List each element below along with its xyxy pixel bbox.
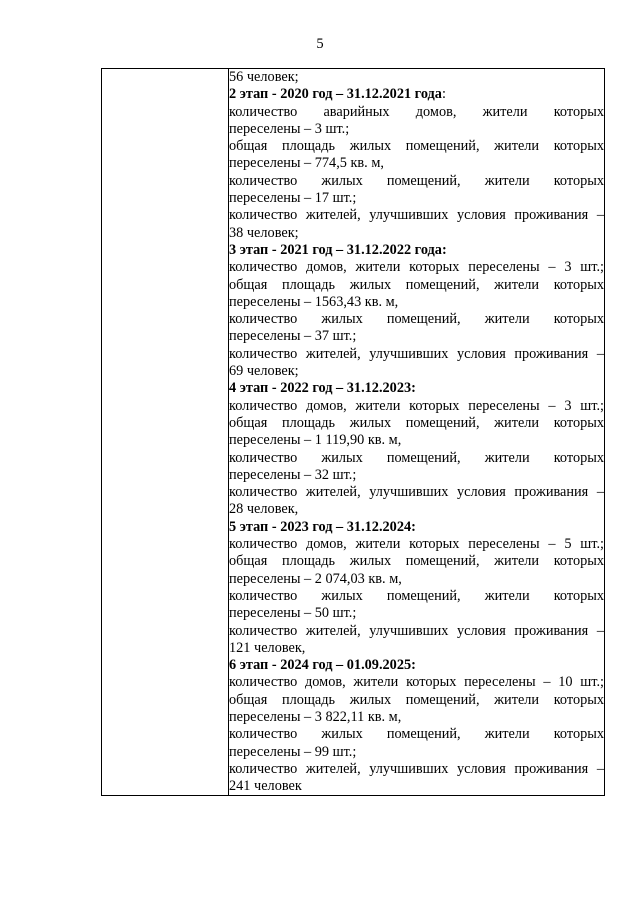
line-text: общая площадь жилых помещений, жители которых xyxy=(229,414,604,431)
line-text: количество жилых помещений, жители которых xyxy=(229,172,604,189)
line-text: 4 этап - 2022 год – 31.12.2023: xyxy=(229,380,416,397)
text-line xyxy=(229,311,604,328)
line-text: 69 человек; xyxy=(229,363,299,380)
text-line xyxy=(229,588,604,605)
text-line xyxy=(229,709,604,726)
line-text: количество жителей, улучшивших условия проживания – xyxy=(229,207,604,224)
text-line xyxy=(229,138,604,155)
text-line xyxy=(229,726,604,743)
line-text: 3 этап - 2021 год – 31.12.2022 года: xyxy=(229,241,447,258)
line-text: 56 человек; xyxy=(229,69,299,85)
line-text: количество домов, жители которых переселены – 3 шт.; xyxy=(229,259,604,276)
line-text: 38 человек; xyxy=(229,224,299,241)
line-text: 6 этап - 2024 год – 01.09.2025: xyxy=(229,657,416,674)
line-text: 121 человек, xyxy=(229,639,306,656)
line-text: количество жителей, улучшивших условия проживания – xyxy=(229,622,604,639)
line-text: количество жителей, улучшивших условия проживания – xyxy=(229,345,604,362)
table-left-cell xyxy=(102,69,229,796)
line-text: количество жилых помещений, жители которых xyxy=(229,587,604,604)
text-line xyxy=(229,571,604,588)
text-line xyxy=(229,484,604,501)
text-line xyxy=(229,467,604,484)
line-text: переселены – 99 шт.; xyxy=(229,743,357,760)
line-text: количество жилых помещений, жители которых xyxy=(229,311,604,328)
text-line xyxy=(229,761,604,778)
line-text: количество домов, жители которых переселены – 3 шт.; xyxy=(229,397,604,414)
stage-heading xyxy=(229,519,604,536)
line-text: количество жилых помещений, жители которых xyxy=(229,449,604,466)
text-line xyxy=(229,623,604,640)
text-line xyxy=(229,155,604,172)
text-line xyxy=(229,605,604,622)
page-number: 5 xyxy=(316,36,324,52)
text-line xyxy=(229,415,604,432)
text-line xyxy=(229,778,604,795)
line-text: количество домов, жители которых переселены – 10 шт.; xyxy=(229,674,604,691)
stage-heading xyxy=(229,242,604,259)
table-row xyxy=(102,69,605,796)
text-line xyxy=(229,640,604,657)
line-text: переселены – 1563,43 кв. м, xyxy=(229,293,399,310)
program-stages-table xyxy=(101,68,605,796)
line-text: количество жилых помещений, жители которых xyxy=(229,726,604,743)
text-line xyxy=(229,259,604,276)
text-line xyxy=(229,432,604,449)
line-text: количество жителей, улучшивших условия проживания – xyxy=(229,760,604,777)
text-line xyxy=(229,450,604,467)
line-text: переселены – 50 шт.; xyxy=(229,605,357,622)
table-right-cell xyxy=(229,69,605,796)
line-text: количество домов, жители которых переселены – 5 шт.; xyxy=(229,536,604,553)
text-line xyxy=(229,692,604,709)
text-line xyxy=(229,121,604,138)
text-line xyxy=(229,398,604,415)
line-text: переселены – 32 шт.; xyxy=(229,466,357,483)
stage-heading xyxy=(229,86,604,103)
line-text: 241 человек xyxy=(229,778,302,795)
line-text: общая площадь жилых помещений, жители которых xyxy=(229,691,604,708)
text-line xyxy=(229,69,604,86)
line-text: 5 этап - 2023 год – 31.12.2024: xyxy=(229,518,416,535)
text-line xyxy=(229,674,604,691)
line-text: 2 этап - 2020 год – 31.12.2021 года xyxy=(229,86,442,103)
text-line xyxy=(229,173,604,190)
line-text: общая площадь жилых помещений, жители которых xyxy=(229,553,604,570)
line-suffix: : xyxy=(441,86,446,103)
line-text: переселены – 3 шт.; xyxy=(229,120,350,137)
text-line xyxy=(229,277,604,294)
line-text: переселены – 17 шт.; xyxy=(229,190,357,207)
line-text: переселены – 1 119,90 кв. м, xyxy=(229,432,402,449)
stage-heading xyxy=(229,380,604,397)
line-text: переселены – 2 074,03 кв. м, xyxy=(229,570,402,587)
line-text: общая площадь жилых помещений, жители которых xyxy=(229,138,604,155)
stage-heading xyxy=(229,657,604,674)
line-text: количество жителей, улучшивших условия проживания – xyxy=(229,484,604,501)
line-text: 28 человек, xyxy=(229,501,299,518)
text-line xyxy=(229,536,604,553)
text-line xyxy=(229,501,604,518)
line-text: общая площадь жилых помещений, жители которых xyxy=(229,276,604,293)
text-line xyxy=(229,294,604,311)
text-line xyxy=(229,207,604,224)
text-line xyxy=(229,328,604,345)
line-text: переселены – 3 822,11 кв. м, xyxy=(229,708,402,725)
text-line xyxy=(229,744,604,761)
line-text: количество аварийных домов, жители которых xyxy=(229,103,604,120)
text-line xyxy=(229,346,604,363)
text-line xyxy=(229,225,604,242)
text-line xyxy=(229,190,604,207)
text-line xyxy=(229,553,604,570)
line-text: переселены – 774,5 кв. м, xyxy=(229,155,384,172)
text-line xyxy=(229,363,604,380)
text-line xyxy=(229,104,604,121)
line-text: переселены – 37 шт.; xyxy=(229,328,357,345)
stage-text-block xyxy=(229,69,604,795)
